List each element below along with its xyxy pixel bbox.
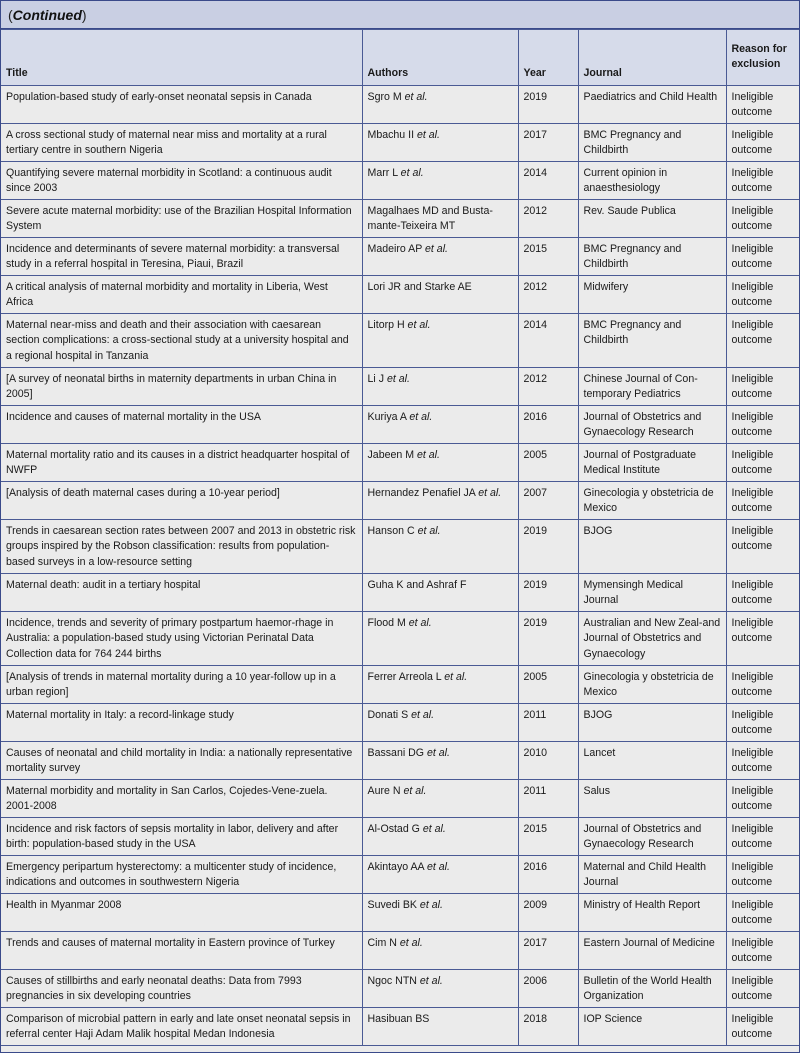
et-al: et al. bbox=[407, 319, 431, 331]
author-names: Sgro M bbox=[367, 91, 402, 103]
cell-year: 2012 bbox=[518, 276, 578, 314]
cell-year: 2019 bbox=[518, 612, 578, 666]
cell-reason: Ineligible outcome bbox=[726, 124, 799, 162]
et-al: et al. bbox=[386, 373, 410, 385]
cell-journal: BMC Pregnancy and Childbirth bbox=[578, 124, 726, 162]
cell-title: A critical analysis of maternal morbidity and mortality in Liberia, West Africa bbox=[1, 276, 362, 314]
cell-year: 2016 bbox=[518, 406, 578, 444]
cell-title: Maternal mortality in Italy: a record-linkage study bbox=[1, 704, 362, 742]
table-row bbox=[1, 406, 799, 444]
cell-title: [A survey of neonatal births in maternity departments in urban China in 2005] bbox=[1, 368, 362, 406]
cell-authors bbox=[362, 742, 518, 780]
cell-title: [Analysis of death maternal cases during a 10-year period] bbox=[1, 482, 362, 520]
author-names: Kuriya A bbox=[367, 411, 407, 423]
author-names: Al-Ostad G bbox=[367, 823, 420, 835]
author-names: Li J bbox=[367, 373, 384, 385]
author-names: Lori JR and Starke AE bbox=[367, 281, 472, 293]
cell-authors bbox=[362, 856, 518, 894]
cell-title: Causes of stillbirths and early neonatal deaths: Data from 7993 pregnancies in six developing countries bbox=[1, 970, 362, 1008]
table-row bbox=[1, 314, 799, 368]
author-names: Donati S bbox=[367, 709, 409, 721]
cell-journal: Chinese Journal of Con-temporary Pediatrics bbox=[578, 368, 726, 406]
cell-authors bbox=[362, 314, 518, 368]
author-names: Magalhaes MD and Busta-mante-Teixeira MT bbox=[367, 205, 493, 233]
cell-reason: Ineligible outcome bbox=[726, 406, 799, 444]
table-header-row bbox=[1, 30, 799, 86]
et-al: et al. bbox=[403, 785, 427, 797]
cell-journal: Rev. Saude Publica bbox=[578, 200, 726, 238]
cell-title: Comparison of microbial pattern in early and late onset neonatal sepsis in referral center Haji Adam Malik hospital Medan Indonesia bbox=[1, 1008, 362, 1046]
author-names: Aure N bbox=[367, 785, 401, 797]
author-names: Akintayo AA bbox=[367, 861, 425, 873]
cell-authors bbox=[362, 970, 518, 1008]
table-row bbox=[1, 276, 799, 314]
et-al: et al. bbox=[417, 525, 441, 537]
cell-title: Quantifying severe maternal morbidity in Scotland: a continuous audit since 2003 bbox=[1, 162, 362, 200]
cell-reason: Ineligible outcome bbox=[726, 894, 799, 932]
et-al: et al. bbox=[444, 671, 468, 683]
table-row bbox=[1, 162, 799, 200]
table-row bbox=[1, 894, 799, 932]
cell-year: 2016 bbox=[518, 856, 578, 894]
et-al: et al. bbox=[478, 487, 502, 499]
cell-title: Maternal near-miss and death and their association with caesarean section complications: a cross-sectional study at a university hospital and a regional hospital in Tanzania bbox=[1, 314, 362, 368]
cell-title: Population-based study of early-onset neonatal sepsis in Canada bbox=[1, 86, 362, 124]
author-names: Flood M bbox=[367, 617, 406, 629]
cell-reason: Ineligible outcome bbox=[726, 368, 799, 406]
header-journal: Journal bbox=[578, 30, 726, 86]
table-row bbox=[1, 368, 799, 406]
table-row bbox=[1, 238, 799, 276]
table-row bbox=[1, 124, 799, 162]
cell-reason: Ineligible outcome bbox=[726, 742, 799, 780]
cell-journal: Journal of Obstetrics and Gynaecology Research bbox=[578, 818, 726, 856]
et-al: et al. bbox=[422, 823, 446, 835]
cell-title: Maternal morbidity and mortality in San Carlos, Cojedes-Vene-zuela. 2001-2008 bbox=[1, 780, 362, 818]
table-row bbox=[1, 200, 799, 238]
cell-authors bbox=[362, 368, 518, 406]
author-names: Jabeen M bbox=[367, 449, 415, 461]
cell-journal: IOP Science bbox=[578, 1008, 726, 1046]
cell-journal: Paediatrics and Child Health bbox=[578, 86, 726, 124]
cell-reason: Ineligible outcome bbox=[726, 1008, 799, 1046]
cell-reason: Ineligible outcome bbox=[726, 520, 799, 574]
cell-authors bbox=[362, 406, 518, 444]
cell-journal: Eastern Journal of Medicine bbox=[578, 932, 726, 970]
cell-year: 2010 bbox=[518, 742, 578, 780]
cell-authors bbox=[362, 276, 518, 314]
cell-reason: Ineligible outcome bbox=[726, 482, 799, 520]
cell-journal: BMC Pregnancy and Childbirth bbox=[578, 314, 726, 368]
cell-title: Causes of neonatal and child mortality in India: a nationally representative mortality survey bbox=[1, 742, 362, 780]
cell-title: Maternal death: audit in a tertiary hospital bbox=[1, 574, 362, 612]
cell-title: Emergency peripartum hysterectomy: a multicenter study of incidence, indications and outcomes in southwestern Nigeria bbox=[1, 856, 362, 894]
cell-year: 2007 bbox=[518, 482, 578, 520]
excluded-studies-table bbox=[1, 29, 799, 1046]
cell-journal: Lancet bbox=[578, 742, 726, 780]
banner-close-paren: ) bbox=[81, 7, 87, 23]
cell-journal: Mymensingh Medical Journal bbox=[578, 574, 726, 612]
cell-title: Incidence and causes of maternal mortality in the USA bbox=[1, 406, 362, 444]
table-row bbox=[1, 970, 799, 1008]
cell-year: 2005 bbox=[518, 666, 578, 704]
cell-journal: Journal of Obstetrics and Gynaecology Research bbox=[578, 406, 726, 444]
author-names: Hasibuan BS bbox=[367, 1013, 430, 1025]
cell-authors bbox=[362, 894, 518, 932]
cell-year: 2019 bbox=[518, 574, 578, 612]
header-reason: Reason for exclusion bbox=[726, 30, 799, 86]
cell-journal: Australian and New Zeal-and Journal of Obstetrics and Gynaecology bbox=[578, 612, 726, 666]
author-names: Hernandez Penafiel JA bbox=[367, 487, 476, 499]
table-row bbox=[1, 612, 799, 666]
cell-year: 2005 bbox=[518, 444, 578, 482]
cell-authors bbox=[362, 666, 518, 704]
cell-reason: Ineligible outcome bbox=[726, 238, 799, 276]
cell-year: 2017 bbox=[518, 124, 578, 162]
author-names: Marr L bbox=[367, 167, 398, 179]
cell-year: 2011 bbox=[518, 780, 578, 818]
header-title: Title bbox=[1, 30, 362, 86]
cell-journal: Bulletin of the World Health Organization bbox=[578, 970, 726, 1008]
cell-title: Maternal mortality ratio and its causes in a district headquarter hospital of NWFP bbox=[1, 444, 362, 482]
cell-reason: Ineligible outcome bbox=[726, 970, 799, 1008]
continued-label: Continued bbox=[12, 7, 82, 23]
cell-journal: Midwifery bbox=[578, 276, 726, 314]
et-al: et al. bbox=[411, 709, 435, 721]
cell-authors bbox=[362, 704, 518, 742]
author-names: Madeiro AP bbox=[367, 243, 423, 255]
header-year: Year bbox=[518, 30, 578, 86]
cell-journal: Ministry of Health Report bbox=[578, 894, 726, 932]
cell-year: 2014 bbox=[518, 314, 578, 368]
cell-title: Health in Myanmar 2008 bbox=[1, 894, 362, 932]
table-row bbox=[1, 742, 799, 780]
cell-year: 2015 bbox=[518, 818, 578, 856]
cell-authors bbox=[362, 520, 518, 574]
table-row bbox=[1, 86, 799, 124]
cell-reason: Ineligible outcome bbox=[726, 780, 799, 818]
cell-title: [Analysis of trends in maternal mortality during a 10 year-follow up in a urban region] bbox=[1, 666, 362, 704]
cell-authors bbox=[362, 238, 518, 276]
cell-authors bbox=[362, 612, 518, 666]
cell-authors bbox=[362, 124, 518, 162]
cell-journal: BJOG bbox=[578, 520, 726, 574]
table-row bbox=[1, 482, 799, 520]
cell-title: Incidence, trends and severity of primary postpartum haemor-rhage in Australia: a population-based study using Victorian Perinatal Data Collection data for 764 244 births bbox=[1, 612, 362, 666]
cell-year: 2014 bbox=[518, 162, 578, 200]
cell-reason: Ineligible outcome bbox=[726, 856, 799, 894]
banner-open-paren: ( bbox=[8, 7, 13, 23]
cell-reason: Ineligible outcome bbox=[726, 574, 799, 612]
cell-reason: Ineligible outcome bbox=[726, 200, 799, 238]
et-al: et al. bbox=[419, 975, 443, 987]
et-al: et al. bbox=[408, 617, 432, 629]
author-names: Hanson C bbox=[367, 525, 415, 537]
table-row bbox=[1, 444, 799, 482]
cell-year: 2018 bbox=[518, 1008, 578, 1046]
cell-reason: Ineligible outcome bbox=[726, 444, 799, 482]
cell-authors bbox=[362, 444, 518, 482]
cell-year: 2011 bbox=[518, 704, 578, 742]
cell-authors bbox=[362, 574, 518, 612]
cell-authors bbox=[362, 162, 518, 200]
cell-journal: Maternal and Child Health Journal bbox=[578, 856, 726, 894]
table-row bbox=[1, 520, 799, 574]
table-row bbox=[1, 818, 799, 856]
et-al: et al. bbox=[427, 861, 450, 873]
cell-authors bbox=[362, 780, 518, 818]
et-al: et al. bbox=[425, 243, 448, 255]
cell-year: 2012 bbox=[518, 200, 578, 238]
cell-title: Trends in caesarean section rates between 2007 and 2013 in obstetric risk groups inspired by the Robson classification: results from population-based surveys in a low-resource setting bbox=[1, 520, 362, 574]
cell-authors bbox=[362, 818, 518, 856]
table-row bbox=[1, 932, 799, 970]
cell-reason: Ineligible outcome bbox=[726, 818, 799, 856]
cell-reason: Ineligible outcome bbox=[726, 932, 799, 970]
cell-year: 2017 bbox=[518, 932, 578, 970]
cell-reason: Ineligible outcome bbox=[726, 86, 799, 124]
cell-year: 2012 bbox=[518, 368, 578, 406]
cell-authors bbox=[362, 932, 518, 970]
table-row bbox=[1, 1008, 799, 1046]
cell-title: A cross sectional study of maternal near miss and mortality at a rural tertiary centre in southern Nigeria bbox=[1, 124, 362, 162]
table-body bbox=[1, 86, 799, 1046]
cell-year: 2006 bbox=[518, 970, 578, 1008]
cell-year: 2015 bbox=[518, 238, 578, 276]
cell-journal: Journal of Postgraduate Medical Institute bbox=[578, 444, 726, 482]
header-authors: Authors bbox=[362, 30, 518, 86]
et-al: et al. bbox=[399, 937, 423, 949]
cell-journal: Current opinion in anaesthesiology bbox=[578, 162, 726, 200]
cell-reason: Ineligible outcome bbox=[726, 162, 799, 200]
cell-journal: Ginecologia y obstetricia de Mexico bbox=[578, 666, 726, 704]
author-names: Litorp H bbox=[367, 319, 405, 331]
author-names: Mbachu II bbox=[367, 129, 415, 141]
cell-year: 2019 bbox=[518, 520, 578, 574]
cell-journal: BJOG bbox=[578, 704, 726, 742]
cell-authors bbox=[362, 1008, 518, 1046]
et-al: et al. bbox=[409, 411, 433, 423]
cell-journal: BMC Pregnancy and Childbirth bbox=[578, 238, 726, 276]
table-row bbox=[1, 574, 799, 612]
table-row bbox=[1, 704, 799, 742]
cell-year: 2019 bbox=[518, 86, 578, 124]
author-names: Bassani DG bbox=[367, 747, 425, 759]
cell-year: 2009 bbox=[518, 894, 578, 932]
cell-title: Severe acute maternal morbidity: use of the Brazilian Hospital Information System bbox=[1, 200, 362, 238]
cell-authors bbox=[362, 482, 518, 520]
author-names: Guha K and Ashraf F bbox=[367, 579, 467, 591]
author-names: Ngoc NTN bbox=[367, 975, 417, 987]
cell-reason: Ineligible outcome bbox=[726, 314, 799, 368]
table-row bbox=[1, 666, 799, 704]
et-al: et al. bbox=[426, 747, 450, 759]
cell-journal: Ginecologia y obstetricia de Mexico bbox=[578, 482, 726, 520]
cell-title: Incidence and determinants of severe maternal morbidity: a transversal study in a referral hospital in Teresina, Piaui, Brazil bbox=[1, 238, 362, 276]
cell-authors bbox=[362, 200, 518, 238]
author-names: Cim N bbox=[367, 937, 397, 949]
cell-authors bbox=[362, 86, 518, 124]
et-al: et al. bbox=[400, 167, 424, 179]
table-row bbox=[1, 780, 799, 818]
et-al: et al. bbox=[416, 129, 440, 141]
et-al: et al. bbox=[419, 899, 443, 911]
et-al: et al. bbox=[416, 449, 440, 461]
cell-reason: Ineligible outcome bbox=[726, 612, 799, 666]
cell-reason: Ineligible outcome bbox=[726, 276, 799, 314]
cell-journal: Salus bbox=[578, 780, 726, 818]
cell-reason: Ineligible outcome bbox=[726, 666, 799, 704]
table-row bbox=[1, 856, 799, 894]
cell-title: Trends and causes of maternal mortality in Eastern province of Turkey bbox=[1, 932, 362, 970]
author-names: Suvedi BK bbox=[367, 899, 417, 911]
author-names: Ferrer Arreola L bbox=[367, 671, 442, 683]
continued-banner bbox=[1, 1, 799, 29]
cell-title: Incidence and risk factors of sepsis mortality in labor, delivery and after birth: population-based study in the USA bbox=[1, 818, 362, 856]
cell-reason: Ineligible outcome bbox=[726, 704, 799, 742]
et-al: et al. bbox=[404, 91, 428, 103]
